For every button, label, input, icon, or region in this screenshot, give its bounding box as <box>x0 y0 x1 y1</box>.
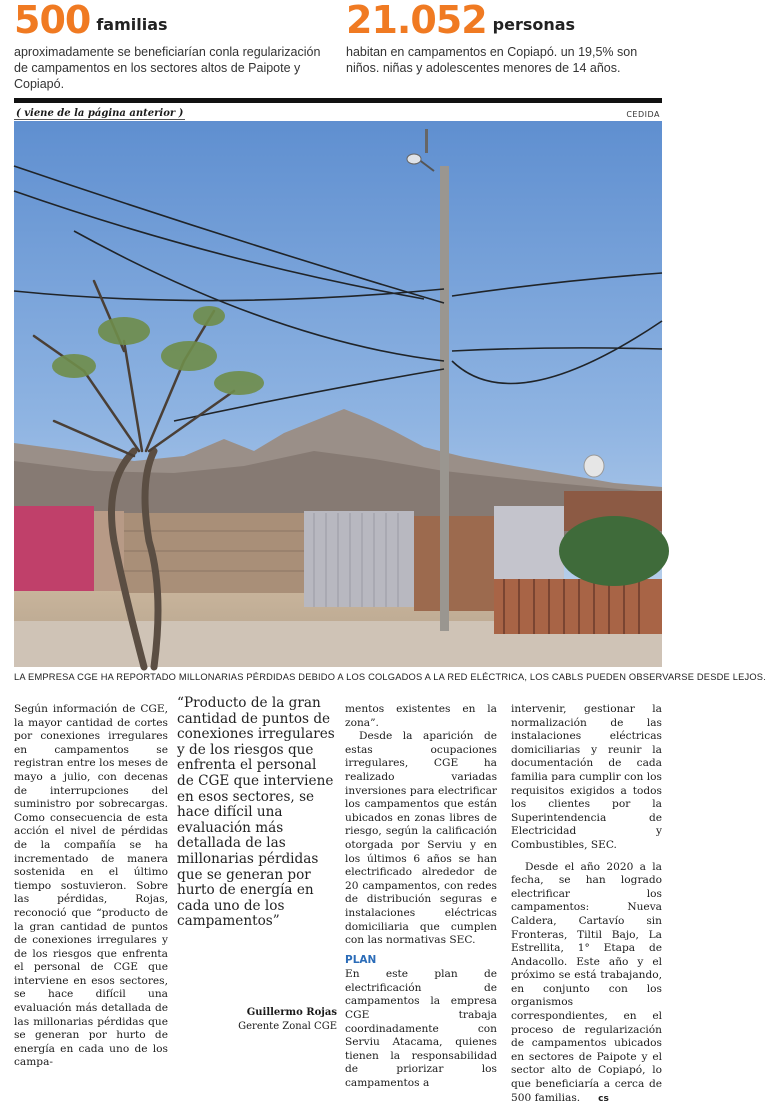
quote-author-role: Gerente Zonal CGE <box>238 1021 337 1032</box>
article-column-1 <box>14 703 168 1070</box>
article-column-3 <box>345 703 497 1091</box>
photo-caption: LA EMPRESA CGE HA REPORTADO MILLONARIAS PÉRDIDAS DEBIDO A LOS COLGADOS A LA RED ELÉCTRICA, LOS CABLS PUEDEN OBSERVARSE DESDE LEJOS. <box>14 672 766 682</box>
end-mark: cs <box>598 1093 609 1104</box>
paragraph <box>511 861 662 1106</box>
paragraph: mentos existentes en la zona”. <box>345 703 497 729</box>
paragraph: Desde la aparición de estas ocupaciones irregulares, CGE ha realizado variadas inversiones para electrificar los campamentos que están ubicados en zonas libres de riesgo, según la calificación otorgada por Serviu y en los últimos 6 años se han electrificado alrededor de 20 campamentos, con redes de distribución seguras e instalaciones eléctricas domiciliaria que cumplen con las normativas SEC. <box>345 730 497 947</box>
stat-number: 21.052 <box>346 0 487 42</box>
paragraph: Según información de CGE, la mayor cantidad de cortes por conexiones irregulares en campamentos se registran entre los meses de mayo a julio, con decenas de interrupciones del suministro por sobrecargas. Como consecuencia de esta acción el nivel de pérdidas de la compañía se ha incrementado de manera sostenida en el último tiempo sostuvieron. Sobre las pérdidas, Rojas, reconoció que “producto de la gran cantidad de puntos de conexiones irregulares y de los riesgos que enfrenta el personal de CGE que interviene en esos sectores, se hace difícil una evaluación más detallada de las millonarias pérdidas que se generan por hurto de energía en cada uno de los campa- <box>14 703 168 1069</box>
stat-description: aproximadamente se beneficiarían conla regularización de campamentos en los sectores altos de Paipote y Copiapó. <box>14 45 321 91</box>
continued-note: ( viene de la página anterior ) <box>16 108 184 119</box>
paragraph: intervenir, gestionar la normalización de las instalaciones eléctricas domiciliarias y reunir la documentación de cada familia para cumplir con los requisitos exigidos a todos los clientes por la Superintendencia de Electricidad y Combustibles, SEC. <box>511 703 662 851</box>
stat-unit: familias <box>96 15 168 34</box>
stat-number: 500 <box>14 0 91 42</box>
article-column-4 <box>511 703 662 1106</box>
stat-families <box>14 0 334 92</box>
paragraph: En este plan de electrificación de campamentos la empresa CGE trabaja coordinadamente con Serviu Atacama, quienes tienen la responsabilidad de priorizar los campamentos a <box>345 968 497 1090</box>
stat-unit: personas <box>492 15 576 34</box>
article-photo <box>14 121 662 667</box>
stat-description: habitan en campamentos en Copiapó. un 19,5% son niños. niñas y adolescentes menores de 14 años. <box>346 45 638 75</box>
paragraph-text: Desde el año 2020 a la fecha, se han logrado electrificar los campamentos: Nueva Caldera, Cartavío sin Fronteras, Tiltil Bajo, La Estrellita, 1° Etapa de Andacollo. Este año y el próximo se está trabajando, en conjunto con los organismos correspondientes, en el proceso de regularización de campamentos ubicados en sectores de Paipote y el sector alto de Copiapó, lo que beneficiaría a cerca de 500 familias. <box>511 860 662 1104</box>
section-heading: PLAN <box>345 953 377 966</box>
stat-people <box>346 0 662 76</box>
photo-credit: CEDIDA <box>626 110 660 119</box>
section-divider <box>14 98 662 103</box>
quote-author: Guillermo Rojas <box>246 1007 337 1018</box>
pull-quote: “Producto de la gran cantidad de puntos de conexiones irregulares y de los riesgos que enfrenta el personal de CGE que interviene en esos sectores, se hace difícil una evaluación más detallada de las millonarias pérdidas que se generan por hurto de energía en cada uno de los campamentos” <box>177 695 335 930</box>
